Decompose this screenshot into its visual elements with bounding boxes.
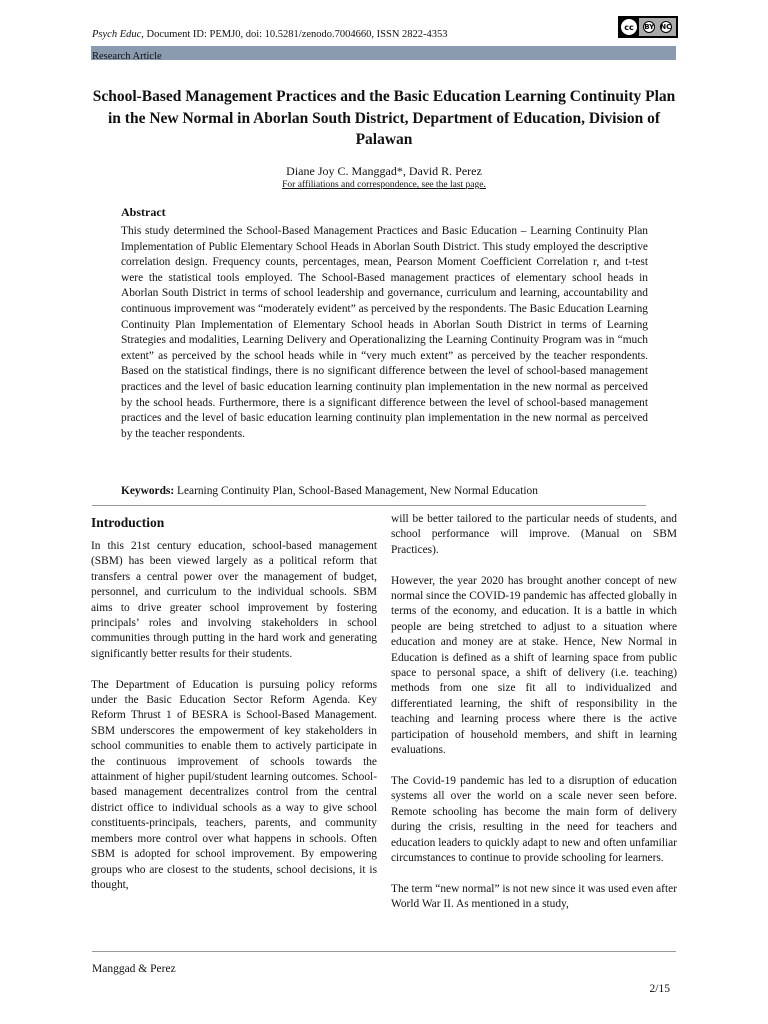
author-list: Diane Joy C. Manggad*, David R. Perez [286, 164, 482, 178]
article-type-label: Research Article [92, 51, 162, 62]
abstract-text: This study determined the School-Based Management Practices and Basic Education – Learning Continuity Plan Implementation of Public Elementary School Heads in Aborlan South District. This study employed the descriptive correlation design. Frequency counts, percentages, mean, Pearson Moment Coefficient Correlation r, and t-test were the statistical tools employed. The School-Based management practices of elementary school heads in Aborlan South District in terms of school leadership and governance, curriculum and learning, accountability and continuous improvement was “moderately evident” as perceived by the respondents. The Basic Education Learning Continuity Plan Implementation of Elementary School heads in Aborlan South District in terms of Learning Strategies and modalities, Learning Delivery and Operationalizing the Learning Continuity Program was in “much extent” as perceived by the school heads while in “very much extent” as perceived by the teacher respondents. Based on the statistical findings, there is no significant difference between the level of school-based management practices and the level of basic education learning continuity plan implementation in the new normal as perceived by the school heads. Furthermore, there is a significant difference between the level of school-based management practices and the level of basic education learning continuity plan implementation in the new normal as perceived by the teacher respondents. [121, 225, 648, 440]
abstract-heading: Abstract [121, 205, 166, 219]
introduction-heading: Introduction [91, 515, 165, 530]
noncommercial-icon: NC [660, 23, 672, 31]
paragraph: The Covid-19 pandemic has led to a disruption of education systems all over the world on a scale never seen before. Remote schooling has become the main form of delivery during the crisis, resulting in the need for teachers and education leaders to quickly adapt to new and often unfamiliar circumstances to continue to provide schooling for learners. [391, 774, 677, 864]
paragraph: In this 21st century education, school-based management (SBM) has been viewed largely as a political reform that transfers a central power over the management of budget, personnel, and curriculum to the individual schools. SBM aims to drive greater school improvement by fostering principals’ roles and involving stakeholders in school communities through putting in the hard work and generating significantly better results for their students. [91, 540, 377, 660]
license-badge[interactable] [618, 16, 678, 38]
right-column [391, 512, 677, 928]
journal-name: Psych Educ [92, 29, 142, 40]
footer-divider [92, 951, 676, 952]
keywords-divider [92, 505, 646, 506]
page-number: 2/15 [649, 983, 670, 995]
paragraph: will be better tailored to the particular needs of students, and school performance will improve. (Manual on SBM Practices). [391, 513, 677, 556]
footer-authors: Manggad & Perez [92, 963, 176, 975]
affiliation-link[interactable]: For affiliations and correspondence, see the last page. [282, 180, 486, 190]
keywords-text: Learning Continuity Plan, School-Based Management, New Normal Education [174, 485, 538, 497]
creative-commons-icon: cc [620, 18, 638, 36]
paragraph: The term “new normal” is not new since it was used even after World War II. As mentioned in a study, [391, 882, 677, 911]
running-header [92, 28, 448, 42]
paper-title: School-Based Management Practices and the Basic Education Learning Continuity Plan in the New Normal in Aborlan South District, Department of Education, Division of Palawan [92, 88, 676, 148]
article-type-bar [91, 46, 676, 60]
keywords-label: Keywords: [121, 485, 175, 497]
document-info: , Document ID: PEMJ0, doi: 10.5281/zenodo.7004660, ISSN 2822-4353 [141, 29, 448, 40]
attribution-icon: BY [644, 23, 655, 31]
left-column [91, 514, 377, 909]
keywords [121, 484, 648, 499]
paragraph: The Department of Education is pursuing policy reforms under the Basic Education Sector Reform Agenda. Key Reform Thrust 1 of BESRA is School-Based Management. SBM underscores the empowerment of key stakeholders in school communities to enable them to actively participate in the continuous improvement of schools towards the attainment of higher pupil/student learning outcomes. School-based management decentralizes control from the central district office to individual schools as a way to give school constituents-principals, teachers, parents, and community members more control over what happens in schools. Often SBM is adopted for school improvement. By empowering groups who are closest to the students, school decisions, it is thought, [91, 678, 377, 891]
paragraph: However, the year 2020 has brought another concept of new normal since the COVID-19 pandemic has affected globally in terms of the economy, and education. It is a battle in which people are being stretched to adjust to a situation where education and money are at stake. Hence, New Normal in Education is defined as a shift of learning space from public space to personal space, a shift of delivery (i.e. teaching) methods from one size fit all to individualized and differentiated learning, the shift of responsibility in the teaching and learning process where there is the active participation of household members, and shift in learning evaluations. [391, 574, 677, 757]
